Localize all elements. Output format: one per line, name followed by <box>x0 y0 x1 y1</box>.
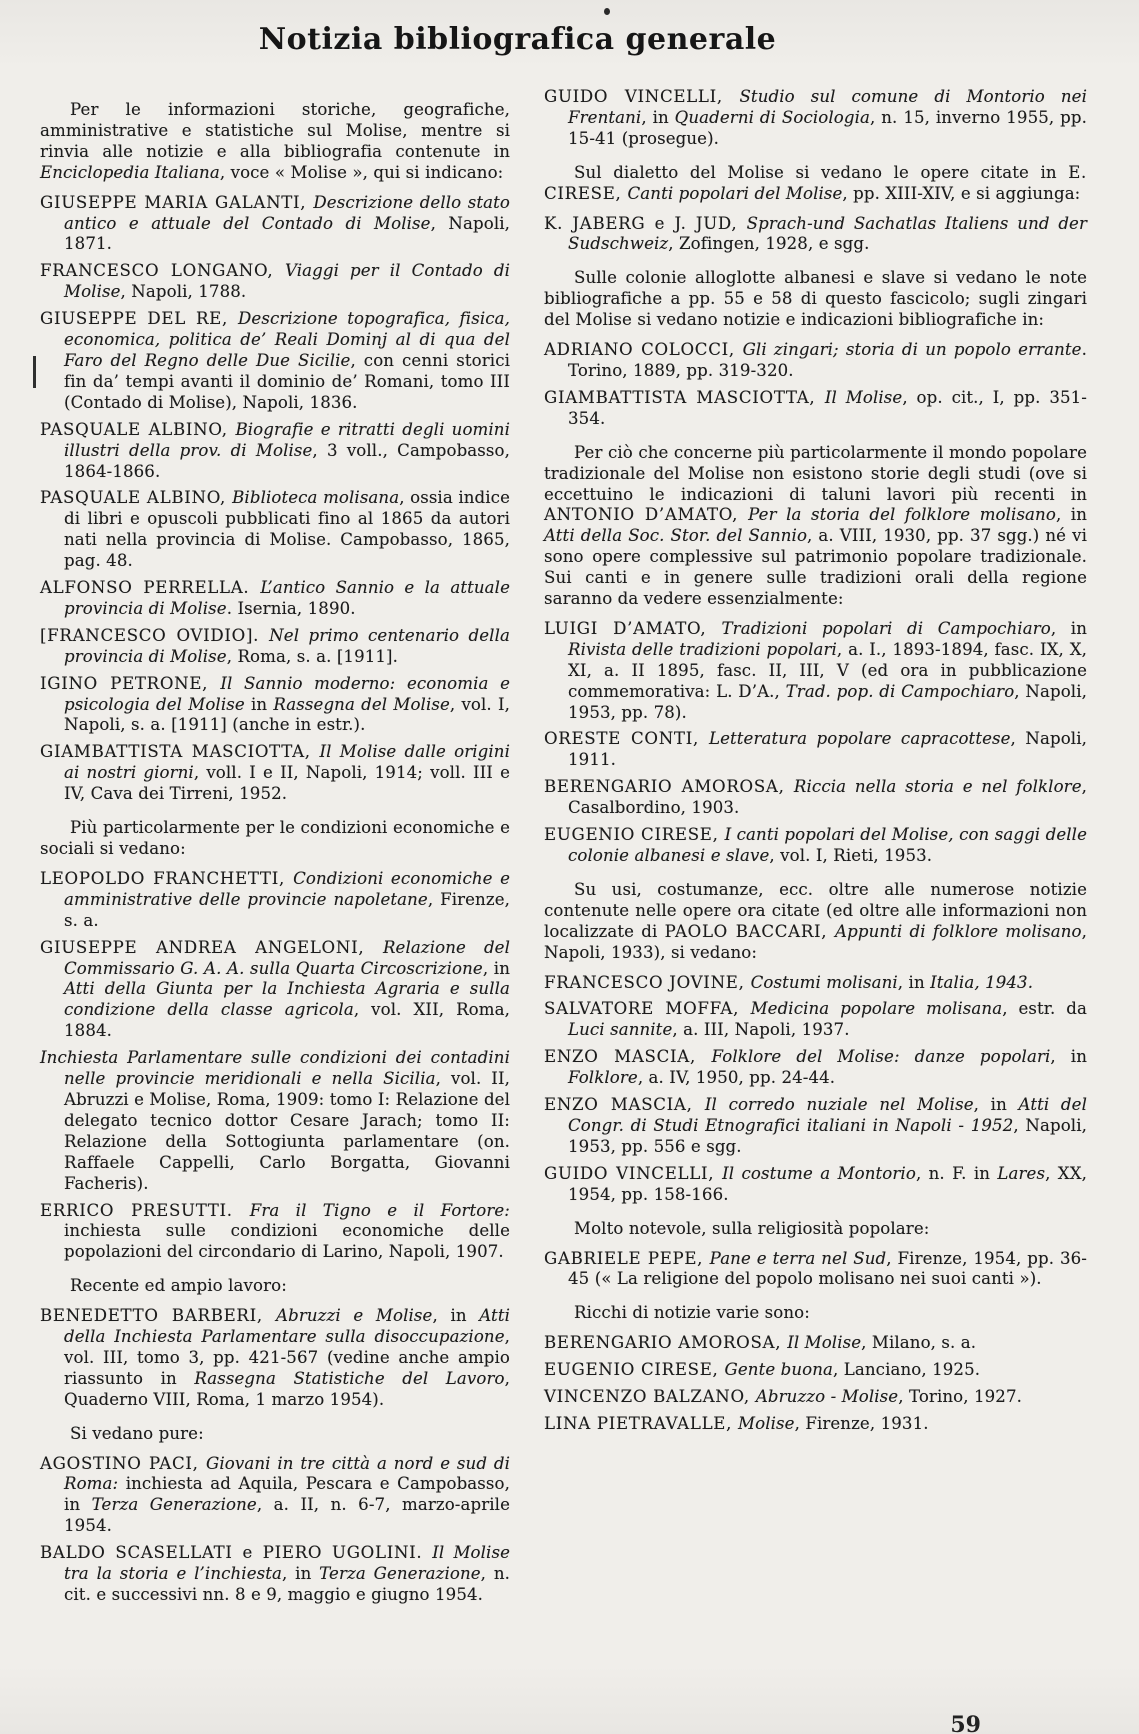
bibliography-entry <box>40 193 510 256</box>
entry-text: , estr. da <box>1002 999 1087 1019</box>
work-title: Canti popolari del Molise <box>627 183 843 203</box>
entry-text: , 3 voll., Campobasso, 1864-1866. <box>64 440 510 481</box>
entry-text: , voll. I e II, Napoli, 1914; voll. III e IV, Cava dei Tirreni, 1952. <box>64 763 510 804</box>
work-title: Italia, 1943. <box>930 972 1034 992</box>
work-title: Descrizione dello stato antico e attuale del Contado di Molise <box>64 192 510 233</box>
entry-text: , Zofingen, 1928, e sgg. <box>668 234 870 254</box>
work-title: Terza Generazione <box>91 1495 257 1515</box>
entry-text: Si vedano pure: <box>70 1423 204 1443</box>
entry-text: , a. II, n. 6-7, marzo-aprile 1954. <box>64 1495 510 1536</box>
entry-text: Più particolarmente per le condizioni economiche e sociali si vedano: <box>40 818 510 858</box>
bibliography-entry <box>544 388 1087 430</box>
author-name: K. JABERG e J. JUD, <box>544 213 747 233</box>
entry-text: , ossia indice di libri e opuscoli pubblicati fino al 1865 da autori nati nella provincia di Molise. Campobasso, 1865, pag. 48. <box>64 488 510 571</box>
two-column-text <box>40 87 1087 1612</box>
page-number: 59 <box>950 1712 981 1734</box>
entry-text: , Napoli, 1788. <box>120 282 247 302</box>
work-title: Relazione del Commissario G. A. A. sulla Quarta Circoscrizione <box>64 937 510 978</box>
author-name: GIAMBATTISTA MASCIOTTA, <box>40 742 320 762</box>
entry-text: , Firenze, 1954, pp. 36-45 (« La religione del popolo molisano nei suoi canti »). <box>568 1248 1087 1289</box>
entry-text: , in <box>641 107 675 127</box>
bibliography-entry <box>544 1047 1087 1089</box>
author-name: BERENGARIO AMOROSA, <box>544 777 794 797</box>
text-paragraph <box>544 268 1087 331</box>
entry-text: , vol. I, Rieti, 1953. <box>769 846 933 865</box>
work-title: Sprach-und Sachatlas Italiens und der Sudschweiz <box>568 213 1087 254</box>
entry-text: inchiesta ad Aquila, Pescara e Campobasso, in <box>64 1474 510 1515</box>
work-title: Costumi molisani <box>750 972 898 992</box>
work-title: Lares <box>997 1163 1046 1183</box>
entry-text: , Firenze, s. a. <box>64 889 510 930</box>
work-title: Biblioteca molisana <box>232 488 400 508</box>
work-title: Descrizione topografica, fisica, economica, politica de’ Reali Dominj al di qua del Faro del Regno delle Due Sicilie <box>64 309 510 370</box>
author-name: GABRIELE PEPE, <box>544 1248 710 1268</box>
author-name: [FRANCESCO OVIDIO]. <box>40 625 270 645</box>
entry-text: , in <box>973 1095 1019 1115</box>
entry-text: , in <box>1055 505 1087 525</box>
author-name: GUIDO VINCELLI, <box>544 1163 723 1183</box>
entry-text: , n. F. in <box>915 1163 998 1183</box>
text-paragraph <box>40 818 510 860</box>
entry-text: , vol. III, tomo 3, pp. 421-567 (vedine anche ampio riassunto in <box>64 1327 510 1388</box>
work-title: Quaderni di Sociologia <box>674 107 870 127</box>
work-title: Appunti di folklore molisano <box>835 921 1082 941</box>
bibliography-entry <box>544 1333 1087 1354</box>
author-name: BALDO SCASELLATI e PIERO UGOLINI. <box>40 1543 433 1563</box>
entry-text: , in <box>282 1564 320 1584</box>
entry-text: , Quaderno VIII, Roma, 1 marzo 1954). <box>64 1368 510 1409</box>
work-title: Molise <box>738 1413 795 1433</box>
bibliography-entry <box>544 619 1087 724</box>
entry-text: , Torino, 1927. <box>898 1387 1022 1407</box>
entry-text: Per le informazioni storiche, geografiche, amministrative e statistiche sul Molise, mentre si rinvia alle notizie e alla bibliografia contenute in <box>40 100 510 161</box>
bibliography-entry <box>40 261 510 303</box>
entry-text: Recente ed ampio lavoro: <box>70 1276 287 1296</box>
text-paragraph <box>544 880 1087 964</box>
author-name: PASQUALE ALBINO, <box>40 419 236 439</box>
entry-text: , vol. I, Napoli, s. a. [1911] (anche in estr.). <box>64 694 510 735</box>
work-title: Medicina popolare molisana <box>750 999 1003 1019</box>
work-title: Il Sannio moderno: economia e psicologia del Molise <box>64 673 510 714</box>
bibliography-entry <box>40 869 510 932</box>
work-title: Atti della Soc. Stor. del Sannio <box>544 526 808 546</box>
text-paragraph <box>544 163 1087 205</box>
work-title: Riccia nella storia e nel folklore <box>793 777 1082 797</box>
work-title: Letteratura popolare capracottese <box>708 729 1011 749</box>
bibliography-entry <box>40 742 510 805</box>
text-paragraph <box>40 1276 510 1297</box>
bibliography-entry <box>40 1306 510 1411</box>
entry-text: , Napoli, 1953, pp. 78). <box>568 681 1087 722</box>
bibliography-entry <box>40 488 510 572</box>
author-name: SALVATORE MOFFA, <box>544 999 751 1019</box>
bibliography-entry <box>40 578 510 620</box>
work-title: Nel primo centenario della provincia di Molise <box>64 625 510 666</box>
entry-text: . Torino, 1889, pp. 319-320. <box>568 340 1087 380</box>
work-title: Biografie e ritratti degli uomini illustri della prov. di Molise <box>64 419 510 460</box>
author-name: FRANCESCO LONGANO, <box>40 261 285 281</box>
work-title: Trad. pop. di Campochiaro <box>785 681 1015 701</box>
entry-text: , Napoli, 1871. <box>64 213 511 254</box>
work-title: Il Molise dalle origini ai nostri giorni <box>64 742 510 783</box>
author-name: GIUSEPPE ANDREA ANGELONI, <box>40 937 383 957</box>
author-name: BERENGARIO AMOROSA, <box>544 1333 788 1353</box>
bibliography-entry <box>40 1201 510 1264</box>
work-title: Il corredo nuziale nel Molise <box>704 1095 974 1115</box>
entry-text: inchiesta sulle condizioni economiche delle popolazioni del circondario di Larino, Napoli, 1907. <box>64 1221 510 1262</box>
entry-text: , con cenni storici fin da’ tempi avanti il dominio de’ Romani, tomo III (Contado di Molise), Napoli, 1836. <box>64 350 510 412</box>
author-name: ANTONIO D’AMATO, <box>544 505 749 525</box>
entry-text: , a. I., 1893-1894, fasc. IX, X, XI, a. II 1895, fasc. II, III, V (ed ora in pubblicazione commemorativa: L. D’A., <box>568 639 1087 701</box>
work-title: Terza Generazione <box>319 1564 481 1584</box>
author-name: ORESTE CONTI, <box>544 729 709 749</box>
author-name: GIAMBATTISTA MASCIOTTA, <box>544 387 825 407</box>
entry-text: , vol. II, Abruzzi e Molise, Roma, 1909: tomo I: Relazione del delegato tecnico dottor Cesare Jarach; tomo II: Relazione della Sottogiunta parlamentare (on. Raffaele Cappelli, Carlo Borgatta, Giovanni Facheris). <box>64 1069 510 1193</box>
bibliography-entry <box>544 973 1087 994</box>
author-name: EUGENIO CIRESE, <box>544 1360 725 1380</box>
margin-scan-mark <box>33 356 36 388</box>
author-name: GUIDO VINCELLI, <box>544 87 740 106</box>
entry-text: , in <box>482 958 510 978</box>
work-title: L’antico Sannio e la attuale provincia di Molise <box>64 578 510 618</box>
work-title: I canti popolari del Molise, con saggi delle colonie albanesi e slave <box>568 825 1088 865</box>
page-title: Notizia bibliografica generale <box>258 22 777 57</box>
work-title: Il Molise <box>824 387 903 407</box>
author-name: IGINO PETRONE, <box>40 673 221 693</box>
entry-text: , XX, 1954, pp. 158-166. <box>568 1163 1088 1204</box>
work-title: Il costume a Montorio <box>722 1163 916 1183</box>
left-column <box>40 87 510 1612</box>
author-name: PAOLO BACCARI, <box>664 921 836 941</box>
text-paragraph <box>544 443 1087 610</box>
entry-text: in <box>244 694 274 714</box>
work-title: Condizioni economiche e amministrative delle provincie napoletane <box>64 868 510 909</box>
entry-text: Sul dialetto del Molise si vedano le opere citate in <box>574 162 1069 182</box>
entry-text: , in <box>432 1306 480 1326</box>
bibliography-entry <box>544 1095 1087 1158</box>
work-title: Pane e terra nel Sud <box>709 1248 887 1268</box>
entry-text: Su usi, costumanze, ecc. oltre alle numerose notizie contenute nelle opere ora citate (ed oltre alle informazioni non localizzate di <box>544 879 1087 941</box>
entry-text: Ricchi di notizie varie sono: <box>574 1303 810 1323</box>
bibliography-entry <box>40 626 510 668</box>
author-name: ENZO MASCIA, <box>544 1047 712 1067</box>
entry-text: Sulle colonie alloglotte albanesi e slave si vedano le note bibliografiche a pp. 55 e 58 di questo fascicolo; sugli zingari del Molise si vedano notizie e indicazioni bibliografiche in: <box>544 268 1087 330</box>
bibliography-entry <box>544 1414 1087 1435</box>
work-title: Folklore <box>568 1068 638 1088</box>
entry-text: , Napoli, 1911. <box>568 729 1087 770</box>
bibliography-entry <box>544 825 1087 867</box>
work-title: Inchiesta Parlamentare sulle condizioni dei contadini nelle provincie meridionali e nella Sicilia <box>40 1048 510 1089</box>
author-name: PASQUALE ALBINO, <box>40 488 233 508</box>
entry-text: , vol. XII, Roma, 1884. <box>64 1000 510 1041</box>
work-title: Folklore del Molise: danze popolari <box>711 1047 1051 1067</box>
entry-text: , Lanciano, 1925. <box>833 1360 981 1380</box>
entry-text: , a. IV, 1950, pp. 24-44. <box>637 1068 836 1088</box>
bibliography-entry <box>544 1249 1087 1291</box>
entry-text: , a. III, Napoli, 1937. <box>672 1020 850 1040</box>
work-title: Enciclopedia Italiana <box>40 162 220 182</box>
author-name: LEOPOLDO FRANCHETTI, <box>40 868 294 888</box>
entry-text: . Isernia, 1890. <box>226 598 356 618</box>
work-title: Fra il Tigno e il Fortore: <box>249 1200 510 1220</box>
work-title: Giovani in tre città a nord e sud di Roma: <box>64 1453 510 1494</box>
entry-text: , pp. XIII-XIV, e si aggiunga: <box>842 183 1081 203</box>
entry-text: Molto notevole, sulla religiosità popolare: <box>574 1218 930 1238</box>
work-title: Studio sul comune di Montorio nei Frentani <box>568 87 1087 127</box>
work-title: Rivista delle tradizioni popolari <box>568 639 837 659</box>
work-title: Per la storia del folklore molisano <box>748 505 1056 525</box>
work-title: Gli zingari; storia di un popolo errante <box>742 340 1082 360</box>
entry-text: , Napoli, 1953, pp. 556 e sgg. <box>568 1115 1087 1156</box>
bibliography-entry <box>40 1048 510 1194</box>
work-title: Rassegna Statistiche del Lavoro <box>194 1368 505 1388</box>
author-name: GIUSEPPE DEL RE, <box>40 309 238 329</box>
author-name: ADRIANO COLOCCI, <box>544 340 743 360</box>
work-title: Rassegna del Molise <box>273 694 450 714</box>
work-title: Abruzzo - Molise <box>755 1387 899 1407</box>
work-title: Tradizioni popolari di Campochiaro <box>721 618 1051 638</box>
ink-speck <box>604 8 610 15</box>
entry-text: , Milano, s. a. <box>861 1333 977 1353</box>
work-title: Il Molise <box>787 1333 862 1353</box>
author-name: VINCENZO BALZANO, <box>544 1387 756 1407</box>
right-column <box>544 87 1087 1612</box>
author-name: EUGENIO CIRESE, <box>544 825 725 845</box>
bibliography-entry <box>544 340 1087 382</box>
work-title: Luci sannite <box>568 1020 673 1040</box>
work-title: Atti della Inchiesta Parlamentare sulla disoccupazione <box>64 1306 511 1347</box>
entry-text: , Napoli, 1933), si vedano: <box>544 921 1087 962</box>
bibliography-entry <box>40 309 510 414</box>
bibliography-entry <box>544 1387 1087 1408</box>
author-name: BENEDETTO BARBERI, <box>40 1306 277 1326</box>
bibliography-entry <box>544 777 1087 819</box>
entry-text: , in <box>1050 1047 1087 1067</box>
work-title: Il Molise tra la storia e l’inchiesta <box>64 1543 510 1584</box>
author-name: FRANCESCO JOVINE, <box>544 972 751 992</box>
author-name: GIUSEPPE MARIA GALANTI, <box>40 192 314 212</box>
entry-text: , in <box>897 972 931 992</box>
bibliography-entry <box>40 1543 510 1606</box>
bibliography-entry <box>544 214 1087 256</box>
author-name: AGOSTINO PACI, <box>40 1453 207 1473</box>
work-title: Viaggi per il Contado di Molise <box>64 261 510 302</box>
bibliography-entry <box>40 674 510 737</box>
work-title: Atti del Congr. di Studi Etnografici italiani in Napoli - 1952 <box>568 1095 1087 1135</box>
author-name: ALFONSO PERRELLA. <box>40 578 261 598</box>
author-name: E. CIRESE, <box>544 162 1087 203</box>
entry-text: , n. cit. e successivi nn. 8 e 9, maggio e giugno 1954. <box>64 1564 510 1604</box>
bibliography-entry <box>40 1454 510 1538</box>
work-title: Abruzzi e Molise <box>276 1306 433 1326</box>
bibliography-entry <box>544 1360 1087 1381</box>
entry-text: , voce « Molise », qui si indicano: <box>219 162 504 182</box>
entry-text: , Casalbordino, 1903. <box>568 777 1087 818</box>
author-name: LINA PIETRAVALLE, <box>544 1413 739 1433</box>
entry-text: , op. cit., I, pp. 351-354. <box>568 387 1088 428</box>
entry-text: , a. VIII, 1930, pp. 37 sgg.) né vi sono opere complessive sul patrimonio popolare tradizionale. Sui canti e in genere sulle tradizioni orali della regione saranno da vedere essenzialmente: <box>544 526 1087 609</box>
entry-text: , n. 15, inverno 1955, pp. 15-41 (prosegue). <box>568 107 1087 148</box>
author-name: ENZO MASCIA, <box>544 1095 705 1115</box>
text-paragraph <box>544 1303 1087 1324</box>
work-title: Atti della Giunta per la Inchiesta Agraria e sulla condizione della classe agricola <box>64 979 510 1020</box>
entry-text: , in <box>1050 618 1087 638</box>
text-paragraph <box>40 100 510 184</box>
author-name: LUIGI D’AMATO, <box>544 618 722 638</box>
bibliography-entry <box>544 1164 1087 1206</box>
work-title: Gente buona <box>724 1360 834 1380</box>
bibliography-entry <box>544 87 1087 150</box>
bibliography-entry <box>40 420 510 483</box>
entry-text: , Roma, s. a. [1911]. <box>226 646 398 666</box>
entry-text: Per ciò che concerne più particolarmente il mondo popolare tradizionale del Molise non esistono storie degli studi (ove si eccettuino le indicazioni di taluni lavori più recenti in <box>544 442 1087 504</box>
bibliography-entry <box>544 729 1087 771</box>
entry-text: , Firenze, 1931. <box>794 1413 929 1433</box>
text-paragraph <box>40 1424 510 1445</box>
bibliography-entry <box>40 938 510 1043</box>
bibliography-entry <box>544 999 1087 1041</box>
text-paragraph <box>544 1219 1087 1240</box>
author-name: ERRICO PRESUTTI. <box>40 1200 250 1220</box>
